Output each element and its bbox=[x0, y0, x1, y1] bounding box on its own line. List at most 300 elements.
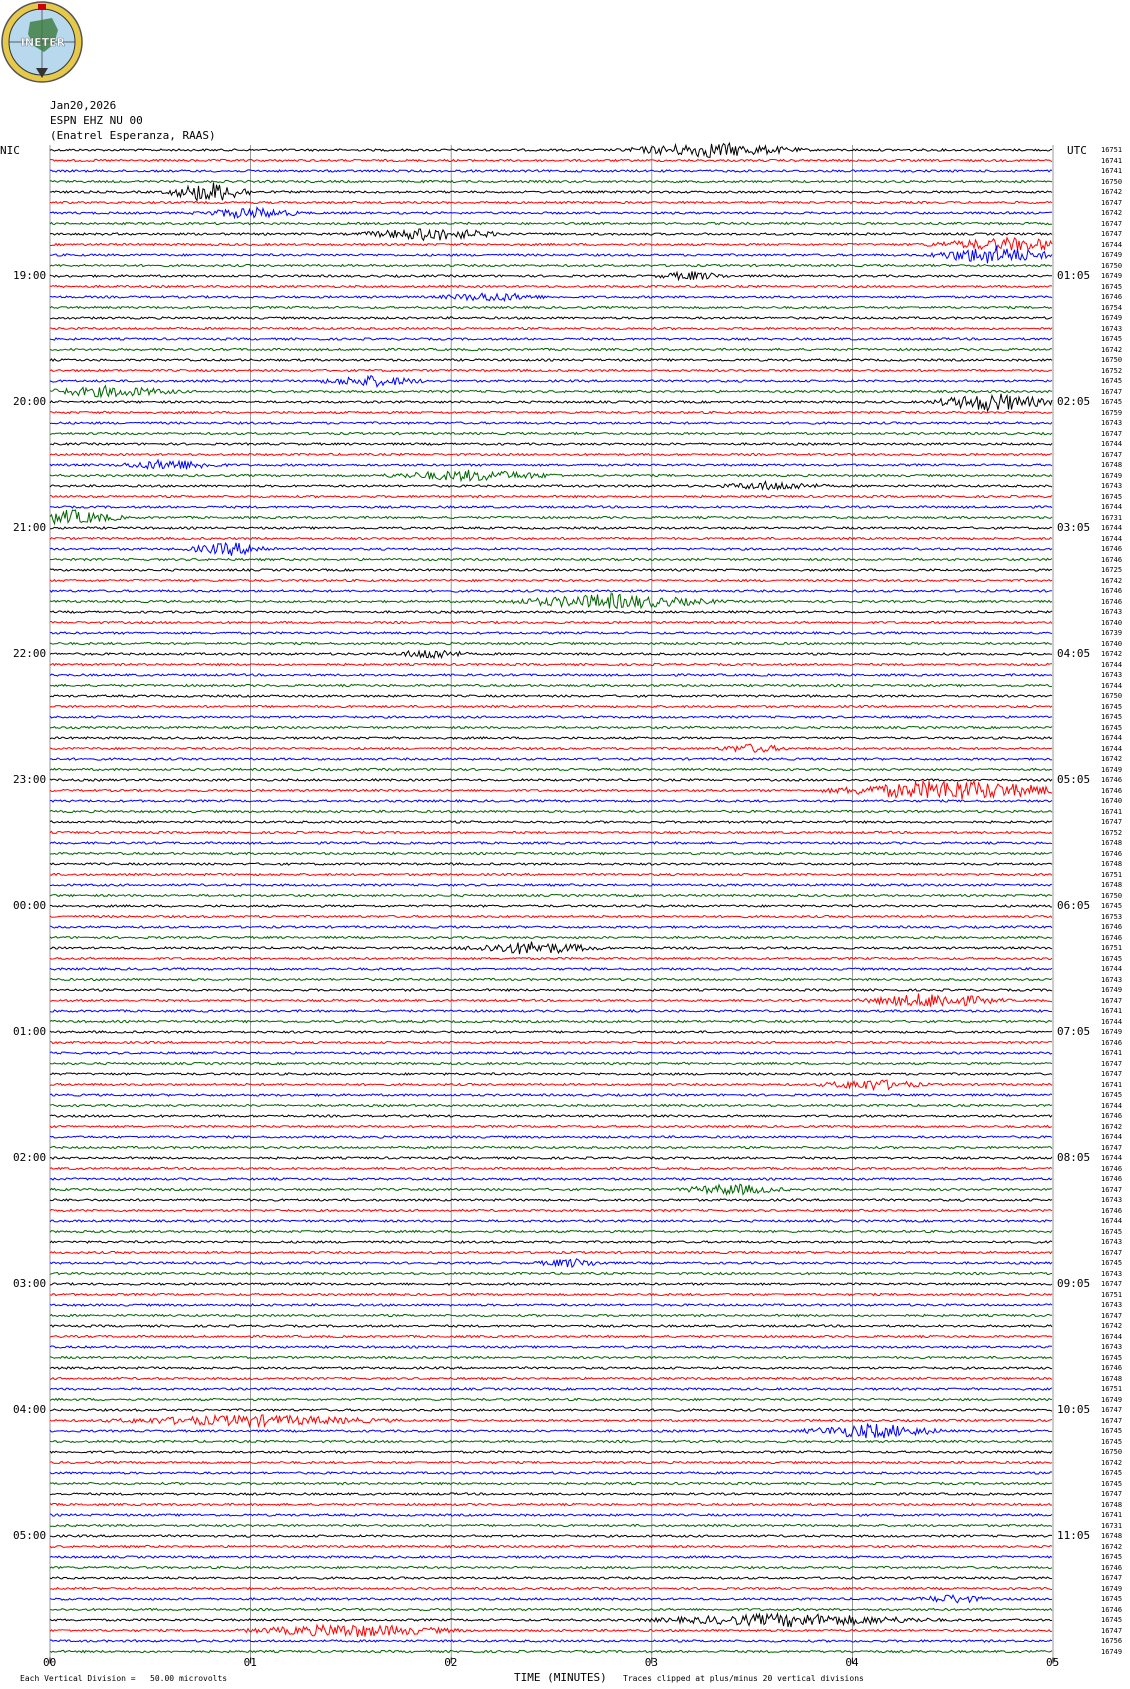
seismic-trace bbox=[50, 201, 1052, 203]
trace-count-label: 16745 bbox=[1101, 377, 1123, 385]
seismic-trace bbox=[50, 821, 1052, 823]
seismic-trace bbox=[50, 1209, 1052, 1211]
trace-count-label: 16744 bbox=[1101, 534, 1123, 543]
seismic-trace bbox=[50, 1545, 1052, 1547]
trace-count-label: 16745 bbox=[1101, 954, 1123, 963]
trace-count-label: 16746 bbox=[1101, 923, 1123, 931]
x-tick-label: 05 bbox=[1046, 1656, 1060, 1669]
seismic-trace bbox=[50, 1451, 1052, 1453]
seismic-trace bbox=[50, 650, 1052, 658]
trace-count-label: 16752 bbox=[1101, 828, 1123, 837]
seismic-trace bbox=[50, 1167, 1052, 1169]
trace-count-label: 16745 bbox=[1101, 1616, 1123, 1624]
trace-count-label: 16743 bbox=[1101, 324, 1123, 333]
seismic-trace bbox=[50, 1199, 1052, 1201]
seismic-trace bbox=[50, 1640, 1052, 1642]
seismic-trace bbox=[50, 1424, 1052, 1439]
seismic-trace bbox=[50, 1136, 1052, 1138]
seismic-trace bbox=[50, 183, 1052, 201]
trace-count-label: 16742 bbox=[1101, 1458, 1123, 1467]
seismic-trace bbox=[50, 411, 1052, 413]
seismic-trace bbox=[50, 1146, 1052, 1148]
trace-count-label: 16745 bbox=[1101, 282, 1123, 291]
seismic-trace bbox=[50, 800, 1052, 802]
trace-count-label: 16747 bbox=[1101, 1416, 1123, 1425]
seismic-trace bbox=[50, 527, 1052, 529]
seismic-trace bbox=[50, 1377, 1052, 1379]
trace-count-label: 16746 bbox=[1101, 597, 1123, 606]
trace-count-label: 16744 bbox=[1101, 1101, 1123, 1110]
seismic-trace bbox=[50, 1157, 1052, 1159]
seismic-trace bbox=[50, 1415, 1052, 1426]
seismic-trace bbox=[50, 1304, 1052, 1306]
seismic-trace bbox=[50, 884, 1052, 886]
seismic-trace bbox=[50, 285, 1052, 287]
trace-count-label: 16743 bbox=[1101, 1196, 1123, 1204]
trace-count-label: 16745 bbox=[1101, 702, 1123, 711]
seismic-trace bbox=[50, 611, 1052, 613]
hour-label-utc: 03:05 bbox=[1057, 521, 1091, 534]
trace-count-label: 16747 bbox=[1101, 219, 1123, 228]
trace-count-label: 16746 bbox=[1101, 786, 1123, 795]
clip-note: Traces clipped at plus/minus 20 vertical divisions bbox=[623, 1674, 864, 1683]
seismic-trace bbox=[50, 926, 1052, 928]
seismic-trace bbox=[50, 1104, 1052, 1106]
trace-count-label: 16751 bbox=[1101, 146, 1123, 154]
trace-count-label: 16742 bbox=[1101, 188, 1123, 196]
seismic-trace bbox=[50, 422, 1052, 424]
trace-count-label: 16748 bbox=[1101, 839, 1123, 847]
seismic-trace bbox=[50, 1314, 1052, 1316]
trace-count-label: 16747 bbox=[1101, 1143, 1123, 1152]
trace-count-label: 16748 bbox=[1101, 860, 1123, 868]
trace-count-label: 16746 bbox=[1101, 1175, 1123, 1183]
trace-count-label: 16746 bbox=[1101, 293, 1123, 301]
trace-count-label: 16746 bbox=[1101, 555, 1123, 564]
seismic-trace bbox=[50, 208, 1052, 218]
trace-count-label: 16744 bbox=[1101, 524, 1123, 532]
trace-count-label: 16749 bbox=[1101, 986, 1123, 994]
trace-count-label: 16747 bbox=[1101, 230, 1123, 238]
seismic-trace bbox=[50, 453, 1052, 455]
seismic-trace bbox=[50, 348, 1052, 350]
trace-count-label: 16751 bbox=[1101, 1290, 1123, 1299]
trace-count-label: 16745 bbox=[1101, 1227, 1123, 1236]
seismic-trace bbox=[50, 264, 1052, 266]
hour-label-utc: 11:05 bbox=[1057, 1529, 1091, 1542]
trace-count-label: 16748 bbox=[1101, 1374, 1123, 1383]
seismic-trace bbox=[50, 470, 1052, 481]
hour-label-local: 20:00 bbox=[13, 395, 47, 408]
seismic-trace bbox=[50, 674, 1052, 676]
hour-label-local: 21:00 bbox=[13, 521, 47, 534]
trace-count-label: 16743 bbox=[1101, 1301, 1123, 1309]
seismic-trace bbox=[50, 978, 1052, 980]
seismic-trace bbox=[50, 1493, 1052, 1495]
trace-count-label: 16741 bbox=[1101, 807, 1123, 816]
trace-count-label: 16741 bbox=[1101, 1007, 1123, 1015]
seismic-trace bbox=[50, 293, 1052, 300]
seismic-trace bbox=[50, 170, 1052, 172]
trace-count-label: 16749 bbox=[1101, 765, 1123, 774]
trace-count-label: 16725 bbox=[1101, 566, 1123, 574]
seismic-trace bbox=[50, 663, 1052, 665]
trace-count-label: 16742 bbox=[1101, 209, 1123, 217]
seismic-trace bbox=[50, 443, 1052, 445]
logo-text: INETER bbox=[20, 36, 66, 49]
seismic-trace bbox=[50, 1556, 1052, 1558]
hour-label-local: 04:00 bbox=[13, 1403, 47, 1416]
trace-count-label: 16741 bbox=[1101, 1080, 1123, 1089]
hour-label-local: 23:00 bbox=[13, 773, 47, 786]
trace-count-label: 16747 bbox=[1101, 818, 1123, 826]
trace-count-label: 16746 bbox=[1101, 1563, 1123, 1572]
trace-count-label: 16743 bbox=[1101, 1238, 1123, 1246]
trace-count-label: 16745 bbox=[1101, 723, 1123, 732]
seismic-trace bbox=[50, 716, 1052, 718]
trace-count-label: 16749 bbox=[1101, 1395, 1123, 1404]
seismic-trace bbox=[50, 1241, 1052, 1243]
trace-count-label: 16746 bbox=[1101, 776, 1123, 784]
x-tick-label: 02 bbox=[444, 1656, 458, 1669]
seismic-trace bbox=[50, 558, 1052, 560]
seismic-trace bbox=[50, 1178, 1052, 1180]
trace-count-label: 16747 bbox=[1101, 198, 1123, 207]
hour-label-local: 22:00 bbox=[13, 647, 47, 660]
x-axis-title: TIME (MINUTES) bbox=[514, 1671, 607, 1684]
seismic-trace bbox=[50, 594, 1052, 609]
trace-count-label: 16749 bbox=[1101, 471, 1123, 480]
trace-count-label: 16750 bbox=[1101, 891, 1123, 900]
trace-count-label: 16745 bbox=[1101, 398, 1123, 406]
hour-label-utc: 06:05 bbox=[1057, 899, 1091, 912]
seismic-trace bbox=[50, 1335, 1052, 1337]
trace-count-label: 16745 bbox=[1101, 1553, 1123, 1561]
seismic-trace bbox=[50, 394, 1052, 411]
trace-count-label: 16746 bbox=[1101, 1364, 1123, 1372]
seismic-trace bbox=[50, 1472, 1052, 1474]
seismic-trace bbox=[50, 1398, 1052, 1400]
trace-count-label: 16748 bbox=[1101, 1500, 1123, 1509]
seismic-trace bbox=[50, 1125, 1052, 1127]
trace-count-label: 16747 bbox=[1101, 1311, 1123, 1320]
seismic-trace bbox=[50, 1608, 1052, 1610]
seismic-trace bbox=[50, 744, 1052, 752]
seismic-trace bbox=[50, 306, 1052, 308]
trace-count-label: 16742 bbox=[1101, 345, 1123, 354]
trace-count-label: 16743 bbox=[1101, 419, 1123, 427]
hour-label-local: 02:00 bbox=[13, 1151, 47, 1164]
seismic-trace bbox=[50, 460, 1052, 469]
trace-count-label: 16743 bbox=[1101, 1343, 1123, 1351]
seismic-trace bbox=[50, 873, 1052, 875]
seismic-trace bbox=[50, 1031, 1052, 1033]
trace-count-label: 16748 bbox=[1101, 461, 1123, 469]
hour-label-utc: 04:05 bbox=[1057, 647, 1091, 660]
seismic-trace bbox=[50, 942, 1052, 955]
seismic-trace bbox=[50, 1587, 1052, 1589]
trace-count-label: 16744 bbox=[1101, 734, 1123, 742]
trace-count-label: 16748 bbox=[1101, 881, 1123, 889]
hour-label-local: 00:00 bbox=[13, 899, 47, 912]
seismic-trace bbox=[50, 621, 1052, 623]
seismic-trace bbox=[50, 1356, 1052, 1358]
seismic-trace bbox=[50, 915, 1052, 917]
hour-label-local: 19:00 bbox=[13, 269, 47, 282]
seismic-trace bbox=[50, 1293, 1052, 1295]
seismic-trace bbox=[50, 1524, 1052, 1526]
trace-count-label: 16745 bbox=[1101, 1427, 1123, 1435]
seismic-trace bbox=[50, 726, 1052, 728]
trace-count-label: 16742 bbox=[1101, 1322, 1123, 1330]
trace-count-label: 16746 bbox=[1101, 1164, 1123, 1173]
trace-count-label: 16747 bbox=[1101, 1490, 1123, 1498]
seismic-trace bbox=[50, 705, 1052, 707]
trace-count-label: 16746 bbox=[1101, 545, 1123, 553]
seismic-trace bbox=[50, 994, 1052, 1007]
seismic-trace bbox=[50, 1566, 1052, 1568]
trace-count-label: 16750 bbox=[1101, 692, 1123, 700]
seismic-trace bbox=[50, 1020, 1052, 1022]
hour-label-local: 05:00 bbox=[13, 1529, 47, 1542]
hour-label-utc: 09:05 bbox=[1057, 1277, 1091, 1290]
hour-label-local: 01:00 bbox=[13, 1025, 47, 1038]
trace-count-label: 16747 bbox=[1101, 1248, 1123, 1257]
seismic-trace bbox=[50, 905, 1052, 907]
trace-count-label: 16745 bbox=[1101, 1595, 1123, 1603]
seismic-trace bbox=[50, 1052, 1052, 1054]
seismic-trace bbox=[50, 1080, 1052, 1090]
seismic-trace bbox=[50, 1409, 1052, 1411]
trace-count-label: 16731 bbox=[1101, 1521, 1123, 1530]
hour-label-utc: 08:05 bbox=[1057, 1151, 1091, 1164]
trace-count-label: 16745 bbox=[1101, 1469, 1123, 1477]
seismic-trace bbox=[50, 590, 1052, 592]
seismic-trace bbox=[50, 1461, 1052, 1463]
trace-count-label: 16747 bbox=[1101, 1406, 1123, 1414]
trace-count-label: 16751 bbox=[1101, 944, 1123, 952]
trace-count-label: 16745 bbox=[1101, 1259, 1123, 1267]
seismic-trace bbox=[50, 1325, 1052, 1327]
trace-count-label: 16744 bbox=[1101, 440, 1123, 448]
seismic-trace bbox=[50, 957, 1052, 959]
trace-count-label: 16751 bbox=[1101, 1385, 1123, 1393]
trace-count-label: 16747 bbox=[1101, 1185, 1123, 1194]
seismic-trace bbox=[50, 758, 1052, 760]
seismic-trace bbox=[50, 369, 1052, 371]
trace-count-label: 16741 bbox=[1101, 156, 1123, 165]
seismic-trace bbox=[50, 1062, 1052, 1064]
trace-count-label: 16746 bbox=[1101, 933, 1123, 942]
seismic-trace bbox=[50, 1388, 1052, 1390]
trace-count-label: 16751 bbox=[1101, 870, 1123, 879]
trace-count-label: 16744 bbox=[1101, 503, 1123, 511]
seismic-trace bbox=[50, 1115, 1052, 1117]
seismic-trace bbox=[50, 495, 1052, 497]
seismic-trace bbox=[50, 180, 1052, 182]
seismic-trace bbox=[50, 831, 1052, 833]
scale-note: Each Vertical Division = 50.00 microvolts bbox=[20, 1674, 228, 1683]
trace-count-label: 16746 bbox=[1101, 1038, 1123, 1047]
trace-count-label: 16746 bbox=[1101, 1605, 1123, 1614]
trace-count-label: 16749 bbox=[1101, 1584, 1123, 1593]
trace-count-label: 16746 bbox=[1101, 1206, 1123, 1215]
trace-count-label: 16741 bbox=[1101, 1049, 1123, 1057]
trace-count-label: 16747 bbox=[1101, 429, 1123, 438]
seismic-trace bbox=[50, 506, 1052, 508]
hour-label-local: 03:00 bbox=[13, 1277, 47, 1290]
trace-count-label: 16750 bbox=[1101, 1448, 1123, 1456]
trace-count-label: 16753 bbox=[1101, 912, 1123, 921]
trace-count-label: 16749 bbox=[1101, 272, 1123, 280]
trace-count-label: 16747 bbox=[1101, 387, 1123, 396]
seismic-trace bbox=[50, 510, 1052, 524]
trace-count-label: 16741 bbox=[1101, 1511, 1123, 1519]
trace-count-label: 16747 bbox=[1101, 1070, 1123, 1078]
seismic-trace bbox=[50, 779, 1052, 781]
trace-count-label: 16745 bbox=[1101, 1091, 1123, 1099]
station-code: ESPN EHZ NU 00 bbox=[50, 114, 143, 127]
trace-count-label: 16744 bbox=[1101, 744, 1123, 753]
trace-count-label: 16740 bbox=[1101, 797, 1123, 805]
seismic-trace bbox=[50, 1073, 1052, 1075]
trace-count-label: 16744 bbox=[1101, 1017, 1123, 1026]
x-tick-label: 04 bbox=[845, 1656, 859, 1669]
seismic-trace bbox=[50, 768, 1052, 770]
seismic-trace bbox=[50, 1482, 1052, 1484]
seismic-trace bbox=[50, 1010, 1052, 1012]
seismic-trace bbox=[50, 317, 1052, 319]
seismic-trace bbox=[50, 863, 1052, 865]
trace-count-label: 16744 bbox=[1101, 1133, 1123, 1141]
trace-count-label: 16743 bbox=[1101, 1269, 1123, 1278]
trace-count-label: 16750 bbox=[1101, 261, 1123, 270]
seismic-trace bbox=[50, 1230, 1052, 1232]
hour-label-utc: 01:05 bbox=[1057, 269, 1091, 282]
seismic-trace bbox=[50, 579, 1052, 581]
trace-count-label: 16745 bbox=[1101, 713, 1123, 721]
hour-label-utc: 10:05 bbox=[1057, 1403, 1091, 1416]
trace-count-label: 16742 bbox=[1101, 576, 1123, 585]
trace-count-label: 16744 bbox=[1101, 240, 1123, 249]
trace-count-label: 16745 bbox=[1101, 1479, 1123, 1488]
seismic-trace bbox=[50, 222, 1052, 224]
trace-count-label: 16744 bbox=[1101, 1154, 1123, 1162]
trace-count-label: 16747 bbox=[1101, 1059, 1123, 1068]
trace-count-label: 16744 bbox=[1101, 1332, 1123, 1341]
hour-label-utc: 05:05 bbox=[1057, 773, 1091, 786]
seismic-trace bbox=[50, 271, 1052, 279]
seismic-trace bbox=[50, 1367, 1052, 1369]
trace-count-label: 16741 bbox=[1101, 167, 1123, 175]
trace-count-label: 16754 bbox=[1101, 303, 1123, 312]
trace-count-label: 16745 bbox=[1101, 1353, 1123, 1362]
seismic-trace bbox=[50, 1184, 1052, 1194]
seismic-trace bbox=[50, 327, 1052, 329]
seismic-trace bbox=[50, 737, 1052, 739]
right-timezone-label: UTC bbox=[1067, 144, 1087, 157]
record-date: Jan20,2026 bbox=[50, 99, 117, 112]
trace-count-label: 16742 bbox=[1101, 1542, 1123, 1551]
hour-label-utc: 02:05 bbox=[1057, 395, 1091, 408]
seismic-trace bbox=[50, 432, 1052, 434]
seismic-trace bbox=[50, 936, 1052, 938]
trace-count-label: 16731 bbox=[1101, 513, 1123, 522]
trace-count-label: 16739 bbox=[1101, 629, 1123, 637]
trace-count-label: 16759 bbox=[1101, 408, 1123, 417]
seismic-trace bbox=[50, 359, 1052, 361]
trace-count-label: 16747 bbox=[1101, 1574, 1123, 1582]
trace-count-label: 16744 bbox=[1101, 660, 1123, 669]
station-location: (Enatrel Esperanza, RAAS) bbox=[50, 129, 216, 142]
trace-count-label: 16747 bbox=[1101, 1280, 1123, 1288]
seismic-trace bbox=[50, 1625, 1052, 1637]
seismic-trace bbox=[50, 1272, 1052, 1274]
trace-count-label: 16743 bbox=[1101, 975, 1123, 984]
seismic-trace bbox=[50, 781, 1052, 799]
trace-count-label: 16748 bbox=[1101, 1532, 1123, 1540]
x-tick-label: 01 bbox=[243, 1656, 257, 1669]
seismic-trace bbox=[50, 968, 1052, 970]
seismic-trace bbox=[50, 1440, 1052, 1442]
seismic-trace bbox=[50, 894, 1052, 896]
seismic-trace bbox=[50, 1535, 1052, 1537]
seismic-trace bbox=[50, 1094, 1052, 1096]
hour-label-utc: 07:05 bbox=[1057, 1025, 1091, 1038]
trace-count-label: 16752 bbox=[1101, 366, 1123, 375]
trace-count-label: 16746 bbox=[1101, 849, 1123, 858]
trace-count-label: 16746 bbox=[1101, 587, 1123, 595]
trace-count-label: 16742 bbox=[1101, 650, 1123, 658]
trace-count-label: 16745 bbox=[1101, 335, 1123, 343]
trace-count-label: 16740 bbox=[1101, 639, 1123, 648]
trace-count-label: 16750 bbox=[1101, 177, 1123, 186]
trace-count-label: 16747 bbox=[1101, 1626, 1123, 1635]
seismic-trace bbox=[50, 537, 1052, 539]
trace-count-label: 16747 bbox=[1101, 450, 1123, 459]
seismic-trace bbox=[50, 1251, 1052, 1253]
seismic-trace bbox=[50, 238, 1052, 250]
seismic-trace bbox=[50, 1503, 1052, 1505]
seismic-trace bbox=[50, 684, 1052, 686]
seismic-trace bbox=[50, 246, 1052, 264]
seismic-trace bbox=[50, 386, 1052, 397]
trace-count-label: 16749 bbox=[1101, 314, 1123, 322]
seismic-trace bbox=[50, 159, 1052, 161]
seismic-trace bbox=[50, 642, 1052, 644]
trace-count-label: 16742 bbox=[1101, 755, 1123, 763]
seismic-trace bbox=[50, 1595, 1052, 1603]
trace-count-label: 16743 bbox=[1101, 482, 1123, 490]
seismic-trace bbox=[50, 1041, 1052, 1043]
seismic-trace bbox=[50, 143, 1052, 157]
seismic-trace bbox=[50, 543, 1052, 556]
trace-count-label: 16740 bbox=[1101, 618, 1123, 627]
seismic-trace bbox=[50, 338, 1052, 340]
seismic-trace bbox=[50, 1220, 1052, 1222]
seismic-trace bbox=[50, 1650, 1052, 1652]
seismic-trace bbox=[50, 1283, 1052, 1285]
trace-count-label: 16746 bbox=[1101, 1112, 1123, 1120]
trace-count-label: 16747 bbox=[1101, 996, 1123, 1005]
seismic-trace bbox=[50, 1577, 1052, 1579]
seismic-trace bbox=[50, 852, 1052, 854]
seismic-trace bbox=[50, 842, 1052, 844]
trace-count-label: 16743 bbox=[1101, 671, 1123, 679]
trace-count-label: 16743 bbox=[1101, 608, 1123, 616]
seismic-trace bbox=[50, 1346, 1052, 1348]
trace-count-label: 16749 bbox=[1101, 251, 1123, 259]
